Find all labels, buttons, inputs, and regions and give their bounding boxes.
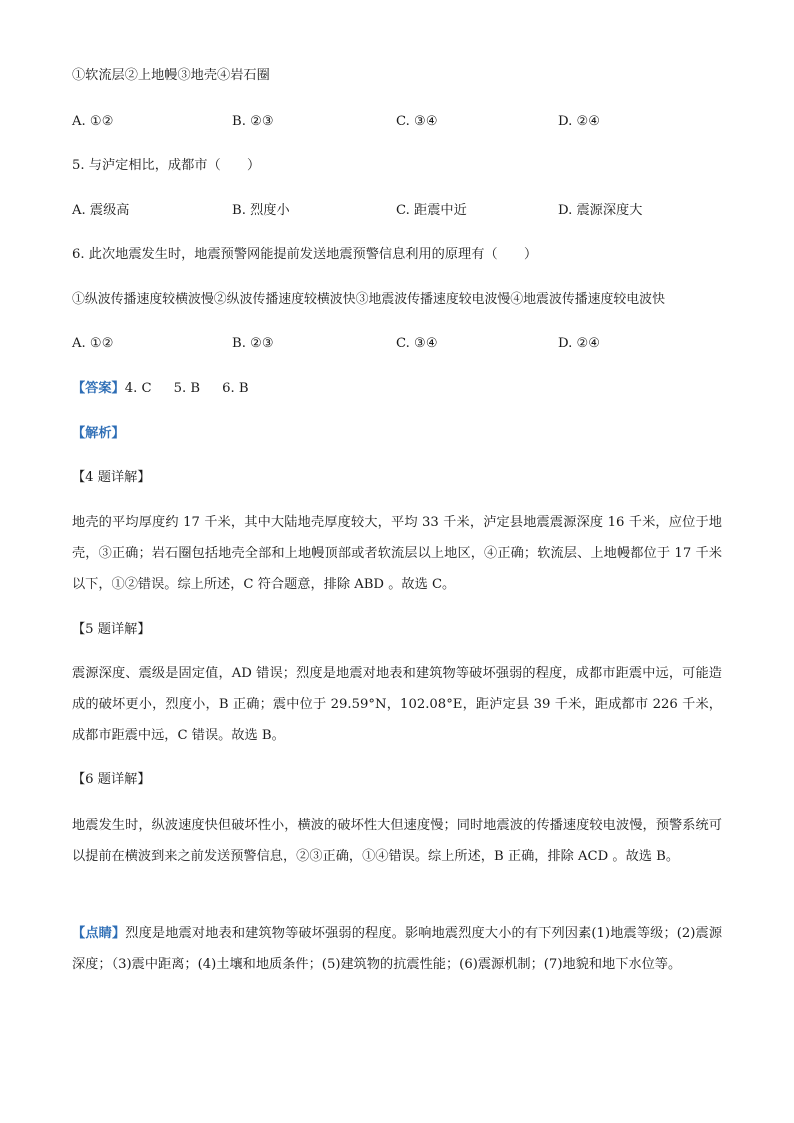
answer-label: 【答案】 [72,381,125,396]
detail6-text: 地震发生时，纵波速度快但破坏性小，横波的破坏性大但速度慢；同时地震波的传播速度较电波慢，预警系统可以提前在横波到来之前发送预警信息，②③正确，①④错误。综上所述，B 正确，排除 ACD 。故选 B。 [72,818,722,864]
q5-choice-c: C. 距震中近 [396,203,467,218]
q4-options-line: ①软流层②上地幔③地壳④岩石圈 [72,68,270,83]
tip-text-block [72,918,722,980]
q6-choice-b: B. ②③ [232,336,274,351]
q4-choice-d: D. ②④ [558,114,601,129]
answer-line [72,381,249,397]
tip-text: 烈度是地震对地表和建筑物等破坏强弱的程度。影响地震烈度大小的有下列因素(1)地震等级；(2)震源深度；（3)震中距离；(4)土壤和地质条件；(5)建筑物的抗震性能；(6)震源机制；(7)地貌和地下水位等。 [72,926,723,972]
answer-item-6: 6. B [222,381,249,396]
detail5-paragraph [72,658,722,751]
q6-choice-c: C. ③④ [396,336,438,351]
answer-item-4: 4. C [124,381,152,396]
detail4-paragraph [72,507,722,600]
tip-paragraph [72,918,722,980]
q5-choice-d: D. 震源深度大 [558,203,643,218]
detail6-paragraph [72,810,722,872]
detail4-heading: 【4 题详解】 [72,470,151,485]
q4-choice-a: A. ①② [72,114,114,129]
answer-item-5: 5. B [173,381,201,396]
analysis-label: 【解析】 [72,426,125,441]
q5-choices [72,203,732,219]
q6-stem: 6. 此次地震发生时，地震预警网能提前发送地震预警信息利用的原理有（ ） [72,247,538,262]
q4-choice-b: B. ②③ [232,114,274,129]
detail6-heading: 【6 题详解】 [72,772,151,787]
q6-options-line: ①纵波传播速度较横波慢②纵波传播速度较横波快③地震波传播速度较电波慢④地震波传播速度较电波快 [72,292,665,307]
detail5-text: 震源深度、震级是固定值，AD 错误；烈度是地震对地表和建筑物等破坏强弱的程度，成都市距震中远，可能造成的破坏更小，烈度小，B 正确；震中位于 29.59°N，102.08°E，距泸定县 39 千米，距成都市 226 千米，成都市距震中远，C 错误。故选 B。 [72,666,722,743]
detail4-text: 地壳的平均厚度约 17 千米，其中大陆地壳厚度较大，平均 33 千米，泸定县地震震源深度 16 千米，应位于地壳，③正确；岩石圈包括地壳全部和上地幔顶部或者软流层以上地区，④正确；软流层、上地幔都位于 17 千米以下，①②错误。综上所述，C 符合题意，排除 ABD 。故选 C。 [72,515,722,592]
q4-choice-c: C. ③④ [396,114,438,129]
q6-choices [72,336,732,352]
tip-label: 【点睛】 [72,926,126,941]
q6-choice-a: A. ①② [72,336,114,351]
q5-choice-a: A. 震级高 [72,203,130,218]
q6-choice-d: D. ②④ [558,336,601,351]
detail5-heading: 【5 题详解】 [72,622,151,637]
q4-choices [72,114,732,130]
q5-stem: 5. 与泸定相比，成都市（ ） [72,158,261,173]
q5-choice-b: B. 烈度小 [232,203,290,218]
